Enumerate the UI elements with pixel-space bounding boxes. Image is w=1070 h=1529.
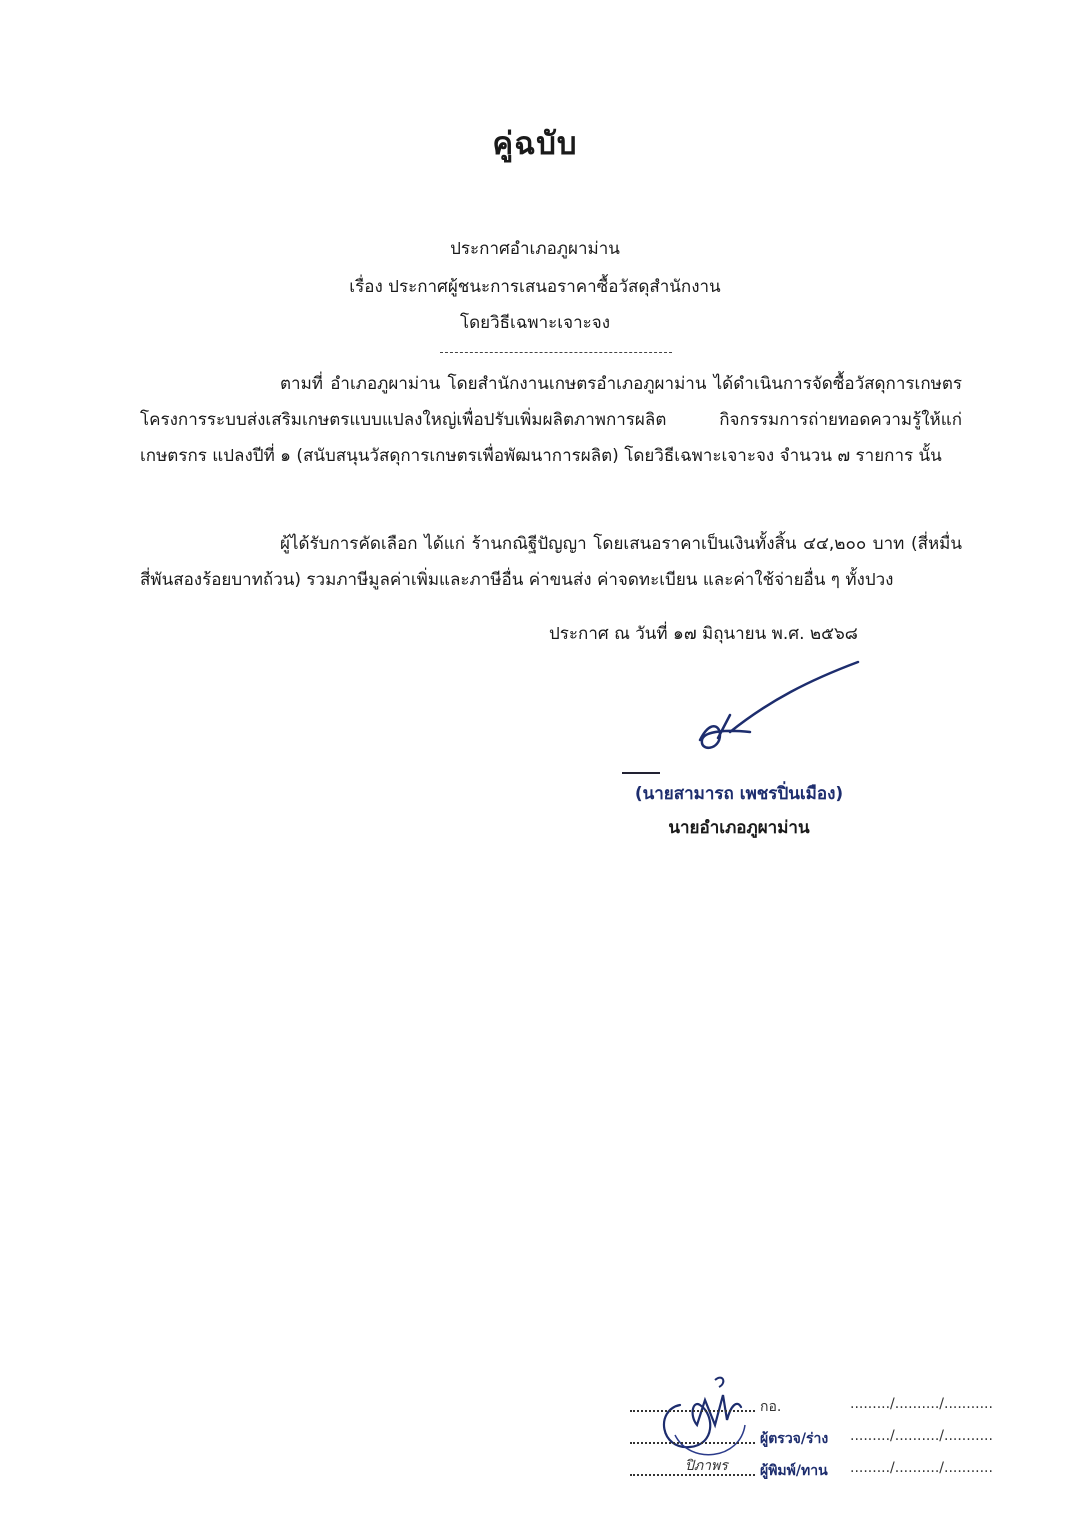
- heading-subject: เรื่อง ประกาศผู้ชนะการเสนอราคาซื้อวัสดุสำนักงาน: [349, 277, 721, 297]
- signature-icon: [690, 660, 870, 760]
- copy-mark: คู่ฉบับ: [492, 126, 578, 162]
- routing-dots: [630, 1474, 755, 1476]
- routing-date-slots: ........./........../...........: [850, 1460, 993, 1476]
- initials-name: ปิภาพร: [685, 1458, 728, 1474]
- routing-dots: [630, 1442, 755, 1444]
- routing-row-reviewer: [630, 1428, 1010, 1456]
- heading-authority: ประกาศอำเภอภูผาม่าน: [450, 239, 620, 259]
- signatory-position: นายอำเภอภูผาม่าน: [668, 818, 810, 838]
- routing-label: กอ.: [760, 1399, 782, 1415]
- heading-method: โดยวิธีเฉพาะเจาะจง: [459, 313, 611, 333]
- routing-date-slots: ........./........../...........: [850, 1396, 993, 1412]
- signature-dash: [622, 772, 660, 774]
- routing-date-slots: ........./........../...........: [850, 1428, 993, 1444]
- signatory-name: (นายสามารถ เพชรปิ่นเมือง): [634, 784, 844, 804]
- announce-date: ประกาศ ณ วันที่ ๑๗ มิถุนายน พ.ศ. ๒๕๖๘: [549, 624, 858, 644]
- body-paragraph-1: ตามที่ อำเภอภูผาม่าน โดยสำนักงานเกษตรอำเภอภูผาม่าน ได้ดำเนินการจัดซื้อวัสดุการเกษตร โครงการระบบส่งเสริมเกษตรแบบแปลงใหญ่เพื่อปรับเพิ่มผลิตภาพการผลิต กิจกรรมการถ่ายทอดความรู้ให้แก่เกษตรกร แปลงปีที่ ๑ (สนับสนุนวัสดุการเกษตรเพื่อพัฒนาการผลิต) โดยวิธีเฉพาะเจาะจง จำนวน ๗ รายการ นั้น: [140, 374, 962, 466]
- routing-label: ผู้พิมพ์/ทาน: [760, 1463, 828, 1479]
- body-paragraph-2: ผู้ได้รับการคัดเลือก ได้แก่ ร้านกณิฐีปัญญา โดยเสนอราคาเป็นเงินทั้งสิ้น ๔๔,๒๐๐ บาท (สี่หมื่นสี่พันสองร้อยบาทถ้วน) รวมภาษีมูลค่าเพิ่มและภาษีอื่น ค่าขนส่ง ค่าจดทะเบียน และค่าใช้จ่ายอื่น ๆ ทั้งปวง: [140, 534, 962, 590]
- routing-row-typist: [630, 1460, 1010, 1488]
- routing-row-director: [630, 1396, 1010, 1424]
- heading-divider: [440, 352, 672, 353]
- routing-label: ผู้ตรวจ/ร่าง: [760, 1431, 829, 1447]
- routing-dots: [630, 1410, 755, 1412]
